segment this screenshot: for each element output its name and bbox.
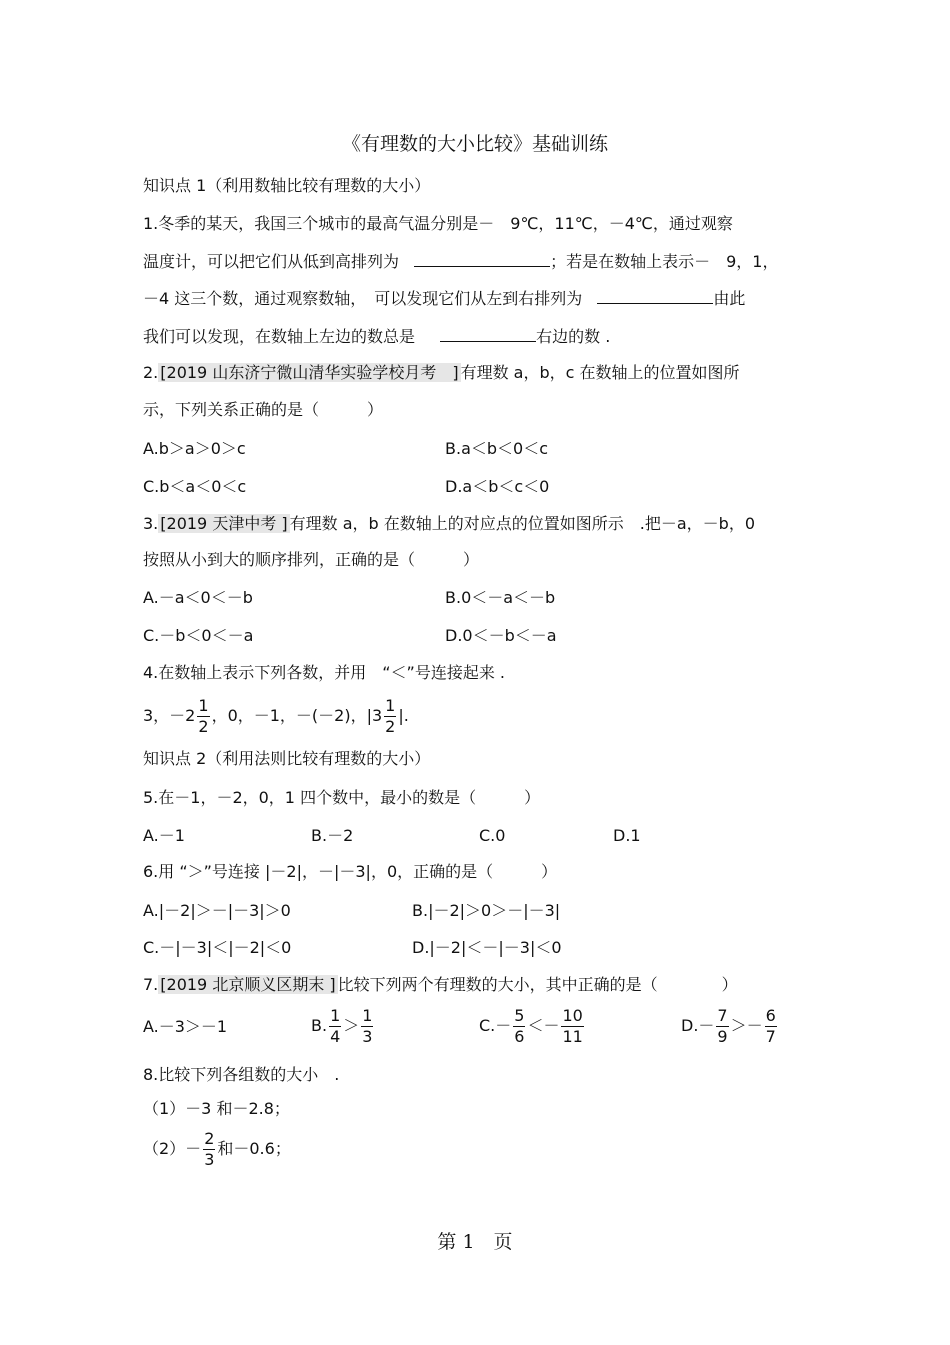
- q4-numbers-part-1: 3，－2: [143, 706, 196, 725]
- q6-line-1: 6.用 “＞”号连接 |－2|，－|－3|，0，正确的是（ ）: [143, 862, 558, 881]
- q7-option-d: [681, 1004, 779, 1048]
- q7-option-d-prefix: D.－: [681, 1016, 715, 1035]
- q8-subquestion-2: [143, 1127, 291, 1171]
- q2-source-tag: [2019 山东济宁微山清华实验学校月考 ]: [160, 363, 459, 382]
- q8-subquestion-2-suffix: 和－0.6；: [217, 1139, 291, 1158]
- q2-option-d: D.a＜b＜c＜0: [445, 477, 550, 496]
- q2-option-a: A.b＞a＞0＞c: [143, 439, 246, 458]
- fraction: [361, 1006, 373, 1047]
- q7-option-a: A.－3＞－1: [143, 1017, 228, 1036]
- q3-option-c: C.－b＜0＜－a: [143, 626, 254, 645]
- q7-option-c-prefix: C.－: [479, 1016, 512, 1035]
- q8-subquestion-2-prefix: （2）－: [143, 1139, 202, 1158]
- q7-option-c: [479, 1004, 586, 1048]
- page-number: 第 1 页: [437, 1231, 513, 1253]
- q3-option-d: D.0＜－b＜－a: [445, 626, 557, 645]
- q7-line-1: [143, 974, 738, 996]
- denominator: 2: [385, 717, 396, 736]
- q5-option-c: C.0: [479, 826, 506, 845]
- answer-blank[interactable]: [440, 325, 536, 342]
- q1-line-2-text-b: ；若是在数轴上表示－ 9，1，: [550, 252, 779, 271]
- numerator: 1: [362, 1006, 373, 1025]
- q7-option-b-prefix: B.: [311, 1016, 328, 1035]
- denominator: 3: [362, 1027, 373, 1046]
- q6-option-a: A.|－2|＞－|－3|＞0: [143, 901, 291, 920]
- q7-option-b: [311, 1004, 375, 1048]
- q8-subquestion-1: （1）－3 和－2.8；: [143, 1099, 290, 1118]
- q1-line-4-text-b: 右边的数 .: [536, 327, 611, 346]
- q1-line-3-text-a: －4 这三个数，通过观察数轴， 可以发现它们从左到右排列为: [143, 289, 583, 308]
- fraction: [513, 1006, 525, 1047]
- q7-text: 比较下列两个有理数的大小，其中正确的是（ ）: [337, 975, 738, 994]
- numerator: 1: [198, 696, 209, 715]
- q2-option-b: B.a＜b＜0＜c: [445, 439, 549, 458]
- q5-option-b: B.－2: [311, 826, 354, 845]
- q3-line-2: 按照从小到大的顺序排列，正确的是（ ）: [143, 550, 480, 569]
- q4-line-1: 4.在数轴上表示下列各数，并用 “＜”号连接起来 .: [143, 663, 506, 682]
- q1-line-3: [143, 287, 745, 310]
- q2-line-2: 示，下列关系正确的是（ ）: [143, 400, 384, 419]
- q3-number: 3.: [143, 514, 159, 533]
- q1-line-4: [143, 325, 610, 348]
- q7-number: 7.: [143, 975, 159, 994]
- q3-option-b: B.0＜－a＜－b: [445, 588, 556, 607]
- q2-option-c: C.b＜a＜0＜c: [143, 477, 247, 496]
- knowledge-point-1-heading: 知识点 1（利用数轴比较有理数的大小）: [143, 176, 431, 195]
- fraction: [329, 1006, 341, 1047]
- numerator: 1: [330, 1006, 341, 1025]
- q1-line-4-text-a: 我们可以发现，在数轴上左边的数总是: [143, 327, 416, 346]
- q4-numbers: [143, 696, 409, 737]
- fraction: [203, 1129, 215, 1170]
- denominator: 2: [198, 717, 209, 736]
- q3-line-1: [143, 513, 755, 535]
- numerator: 7: [717, 1006, 728, 1025]
- q6-option-c: C.－|－3|＜|－2|＜0: [143, 938, 292, 957]
- fraction: [561, 1006, 583, 1047]
- q2-text: 有理数 a，b，c 在数轴上的位置如图所: [460, 363, 740, 382]
- page-title: 《有理数的大小比较》基础训练: [341, 133, 608, 155]
- q3-option-a: A.－a＜0＜－b: [143, 588, 253, 607]
- fraction: [384, 696, 396, 737]
- q4-numbers-part-2: ，0，－1，－(－2)，|3: [211, 706, 383, 725]
- numerator: 2: [204, 1129, 215, 1148]
- fraction: [716, 1006, 728, 1047]
- answer-blank[interactable]: [414, 250, 550, 267]
- fraction: [765, 1006, 777, 1047]
- denominator: 4: [330, 1027, 341, 1046]
- denominator: 7: [765, 1027, 776, 1046]
- q2-line-1: [143, 362, 740, 384]
- q5-option-d: D.1: [613, 826, 641, 845]
- q5-line-1: 5.在－1，－2，0，1 四个数中，最小的数是（ ）: [143, 788, 541, 807]
- numerator: 10: [562, 1006, 583, 1025]
- denominator: 11: [562, 1027, 583, 1046]
- q3-source-tag: [2019 天津中考 ]: [160, 514, 288, 533]
- denominator: 9: [717, 1027, 728, 1046]
- q1-line-1: 1.冬季的某天，我国三个城市的最高气温分别是－ 9℃，11℃，－4℃，通过观察: [143, 214, 733, 233]
- q3-text: 有理数 a，b 在数轴上的对应点的位置如图所示 .把－a，－b，0: [289, 514, 756, 533]
- fraction: [197, 696, 209, 737]
- numerator: 6: [765, 1006, 776, 1025]
- comparison-operator: ＞－: [730, 1016, 763, 1035]
- q8-line-1: 8.比较下列各组数的大小 .: [143, 1065, 340, 1084]
- numerator: 1: [385, 696, 396, 715]
- q1-line-2: [143, 250, 778, 273]
- answer-blank[interactable]: [597, 287, 713, 304]
- q1-line-3-text-b: 由此: [713, 289, 746, 308]
- q5-option-a: A.－1: [143, 826, 185, 845]
- q2-number: 2.: [143, 363, 159, 382]
- q6-option-d: D.|－2|＜－|－3|＜0: [412, 938, 562, 957]
- q1-line-2-text-a: 温度计，可以把它们从低到高排列为: [143, 252, 400, 271]
- comparison-operator: ＜－: [527, 1016, 560, 1035]
- numerator: 5: [514, 1006, 525, 1025]
- q4-numbers-part-3: |.: [398, 706, 409, 725]
- q6-option-b: B.|－2|＞0＞－|－3|: [412, 901, 561, 920]
- denominator: 6: [514, 1027, 525, 1046]
- q7-source-tag: [2019 北京顺义区期末 ]: [160, 975, 336, 994]
- comparison-operator: ＞: [343, 1016, 360, 1035]
- denominator: 3: [204, 1150, 215, 1169]
- knowledge-point-2-heading: 知识点 2（利用法则比较有理数的大小）: [143, 749, 431, 768]
